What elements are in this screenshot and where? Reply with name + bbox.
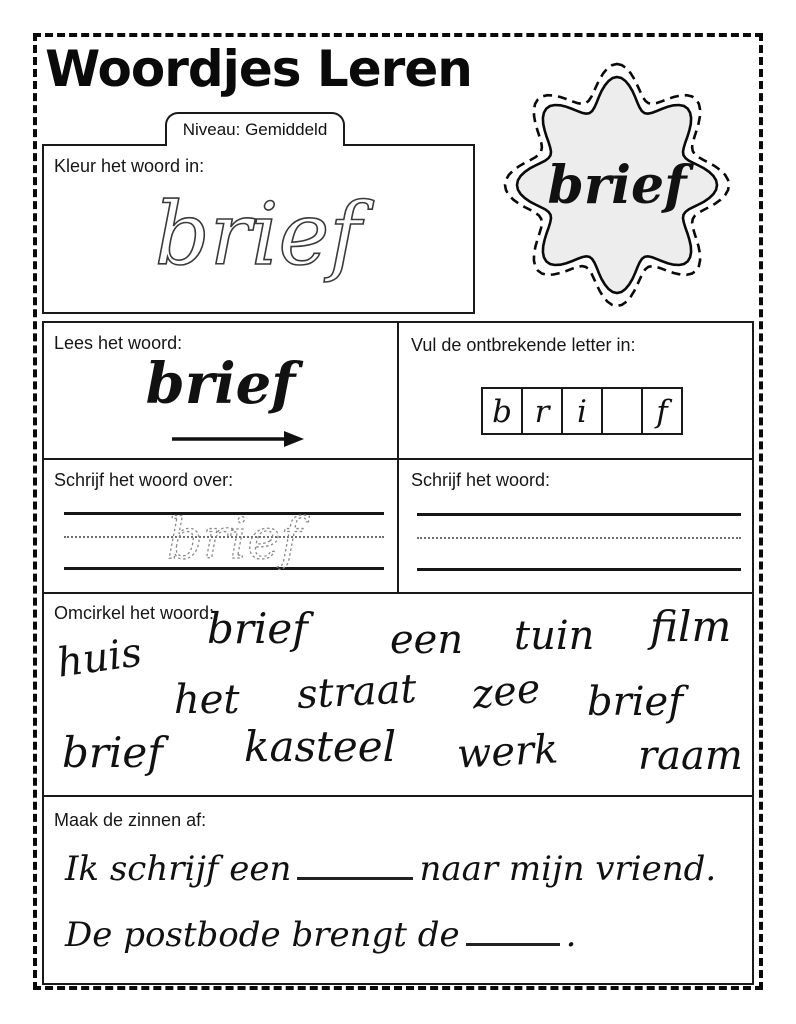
letter-box: b bbox=[481, 387, 523, 435]
read-word-box bbox=[42, 321, 399, 460]
circle-word: straat bbox=[295, 665, 418, 719]
circle-word: een bbox=[390, 617, 464, 663]
circle-word: kasteel bbox=[244, 722, 397, 771]
color-word-box bbox=[42, 144, 475, 314]
sentence-blank bbox=[297, 871, 413, 880]
letter-box: i bbox=[561, 387, 603, 435]
trace-word-art bbox=[44, 460, 396, 591]
sentence-text: naar mijn vriend. bbox=[419, 849, 717, 889]
badge-word: brief bbox=[547, 155, 687, 216]
sentence-text: Ik schrijf een bbox=[65, 849, 292, 889]
circle-word: brief bbox=[207, 604, 308, 653]
circle-word: werk bbox=[455, 726, 560, 778]
sentence bbox=[65, 915, 576, 955]
letter-box: r bbox=[521, 387, 563, 435]
circle-word-label: Omcirkel het woord: bbox=[54, 603, 215, 623]
sentence bbox=[65, 849, 716, 889]
read-word: brief bbox=[145, 351, 296, 417]
circle-word: brief bbox=[587, 679, 683, 725]
copy-word-label: Schrijf het woord over: bbox=[54, 470, 234, 490]
circle-word: zee bbox=[469, 665, 543, 719]
writing-line bbox=[417, 513, 741, 516]
missing-letter-label: Vul de ontbrekende letter in: bbox=[411, 335, 636, 355]
circle-word: film bbox=[650, 602, 732, 651]
circle-word: brief bbox=[62, 728, 163, 777]
write-word-box bbox=[397, 458, 754, 594]
circle-word: raam bbox=[638, 733, 743, 779]
write-word-label: Schrijf het woord: bbox=[411, 470, 551, 490]
letter-box: f bbox=[641, 387, 683, 435]
letter-box-row bbox=[481, 387, 683, 435]
page-title: Woordjes Leren bbox=[45, 40, 472, 98]
outline-word: brief bbox=[154, 185, 362, 285]
sentence-text: . bbox=[565, 915, 577, 955]
circle-word: tuin bbox=[514, 613, 595, 659]
word-badge bbox=[501, 57, 733, 307]
letter-box-empty bbox=[601, 387, 643, 435]
read-word-label: Lees het woord: bbox=[54, 333, 183, 353]
level-tab-label: Niveau: Gemiddeld bbox=[182, 120, 328, 139]
sentence-blank bbox=[466, 937, 560, 946]
writing-line-dotted bbox=[417, 537, 741, 539]
copy-word-box bbox=[42, 458, 399, 594]
circle-word: huis bbox=[54, 629, 145, 687]
missing-letter-box bbox=[397, 321, 754, 460]
trace-word: brief bbox=[166, 507, 302, 572]
circle-word: het bbox=[174, 677, 240, 723]
level-tab bbox=[165, 112, 345, 146]
arrow-icon bbox=[172, 431, 304, 447]
writing-line bbox=[417, 568, 741, 571]
complete-sentences-label: Maak de zinnen af: bbox=[54, 810, 207, 830]
sentence-text: De postbode brengt de bbox=[65, 915, 460, 955]
outline-word-art bbox=[44, 146, 472, 311]
color-word-label: Kleur het woord in: bbox=[54, 156, 205, 176]
circle-word-box bbox=[42, 592, 754, 797]
complete-sentences-box bbox=[42, 795, 754, 985]
